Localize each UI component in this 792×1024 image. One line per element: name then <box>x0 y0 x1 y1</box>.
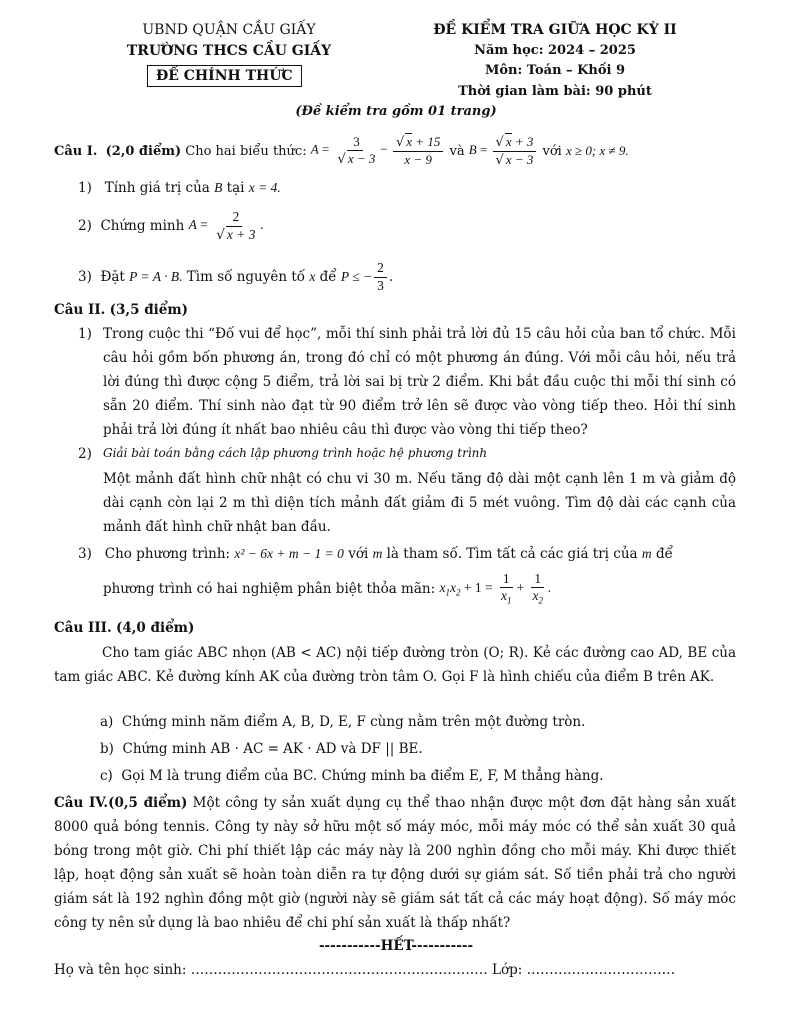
q1-part2-text: Chứng minh <box>100 218 185 234</box>
q2-part3-text4: để <box>655 546 673 562</box>
school-year: Năm học: 2024 – 2025 <box>474 43 636 58</box>
q2-part3-var2: m <box>641 546 652 561</box>
q1-part1-at: tại <box>226 180 245 196</box>
q2-part2-heading: Giải bài toán bằng cách lập phương trình hoặc hệ phương trình <box>103 446 488 460</box>
expr-A: A = $\frac{3}{√ x - 3}$ − $\frac{√ x + 15}{x - 9}$ <box>311 134 446 167</box>
q2-heading <box>54 302 188 318</box>
q3-part-a-number: a) <box>100 714 114 730</box>
q3-label: Câu III. <box>54 620 112 636</box>
q1-part3-fraction: $\frac{2}{3}$ <box>374 260 387 293</box>
q2-part3-line2 <box>103 567 551 611</box>
page-count-note: (Đề kiểm tra gồm 01 trang) <box>295 104 497 119</box>
q4-block <box>54 791 736 935</box>
q1-part3-number: 3) <box>78 269 92 285</box>
q3-part-b-number: b) <box>100 741 114 757</box>
q3-points: (4,0 điểm) <box>115 620 195 636</box>
q2-part3-condition: $x_1x_2 + 1$ = $\frac{1}{x_1}$ + $\frac{1}{x_2}$ . <box>439 571 552 607</box>
q1-part2-expr: A = $\frac{2}{√ x + 3}$ . <box>188 209 264 243</box>
q3-part-c-text: Gọi M là trung điểm của BC. Chứng minh ba điểm E, F, M thẳng hàng. <box>121 768 604 784</box>
exam-duration: Thời gian làm bài: 90 phút <box>458 84 652 99</box>
q1-part1-text: Tính giá trị của <box>104 180 210 196</box>
q2-part3-text2: với <box>348 546 369 562</box>
q1-part1-var: B <box>214 180 223 195</box>
q3-part-b-text: Chứng minh AB · AC = AK · AD và DF || BE. <box>122 741 423 757</box>
q1-part3-text2: Tìm số nguyên tố <box>186 269 306 285</box>
q1-points: (2,0 điểm) <box>105 143 182 159</box>
q2-part1-number: 1) <box>78 326 92 342</box>
official-exam-stamp: ĐỀ CHÍNH THỨC <box>147 65 302 87</box>
q2-part2-text: Một mảnh đất hình chữ nhật có chu vi 30 m. Nếu tăng độ dài một cạnh lên 1 m và giảm độ dài cạnh còn lại 2 m thì diện tích mảnh đất giảm đi 5 mét vuông. Tìm độ dài các cạnh của mảnh đất hình chữ nhật ban đầu. <box>103 471 736 535</box>
q2-part3-text1: Cho phương trình: <box>104 546 231 562</box>
expr-B: B = $\frac{√ x + 3}{√ x - 3}$ <box>469 134 539 168</box>
q1-part1-value: x = 4. <box>248 180 281 195</box>
q2-part3-text5: phương trình có hai nghiệm phân biệt thỏa mãn: <box>103 581 436 597</box>
q3-part-a-text: Chứng minh năm điểm A, B, D, E, F cùng nằm trên một đường tròn. <box>121 714 586 730</box>
end-mark: -----------HẾT----------- <box>318 938 474 954</box>
q2-points: (3,5 điểm) <box>109 302 189 318</box>
q2-part3-line1 <box>78 542 673 566</box>
q1-part3-var: x <box>309 269 316 284</box>
q3-part-a <box>100 714 585 730</box>
q2-part3-text3: là tham số. Tìm tất cả các giá trị của <box>386 546 638 562</box>
q2-part3-number: 3) <box>78 546 92 562</box>
q2-part3-equation: x² − 6x + m − 1 = 0 <box>234 546 344 561</box>
exam-title: ĐỀ KIỂM TRA GIỮA HỌC KỲ II <box>433 22 677 38</box>
q1-statement <box>54 131 629 171</box>
q4-label: Câu IV. <box>54 795 109 811</box>
q3-heading <box>54 620 194 636</box>
q1-label: Câu I. <box>54 143 98 159</box>
q1-part3-expr: P = A · B. <box>129 269 183 284</box>
district-name: UBND QUẬN CẦU GIẤY <box>142 22 316 38</box>
school-name: TRƯỜNG THCS CẦU GIẤY <box>126 43 332 59</box>
q2-label: Câu II. <box>54 302 106 318</box>
q1-intro: Cho hai biểu thức: <box>185 143 307 159</box>
q4-points: (0,5 điểm) <box>108 795 188 811</box>
q3-intro: Cho tam giác ABC nhọn (AB < AC) nội tiếp đường tròn (O; R). Kẻ các đường cao AD, BE của tam giác ABC. Kẻ đường kính AK của đường tròn tâm O. Gọi F là hình chiếu của điểm B trên AK. <box>54 645 736 685</box>
q3-part-c-number: c) <box>100 768 113 784</box>
q1-condition-word: với <box>542 143 562 159</box>
q1-part1-number: 1) <box>78 180 92 196</box>
q1-part3-text1: Đặt <box>100 269 125 285</box>
q1-part3-ineq: P ≤ − <box>340 269 373 284</box>
q2-part2-number: 2) <box>78 446 92 462</box>
q3-part-b <box>100 741 423 757</box>
q1-part3: 3) Đặt P = A · B. Tìm số nguyên tố x để P ≤ − $\frac{2}{3}$ . <box>78 260 394 293</box>
student-info-line: Họ và tên học sinh: ………………………………………………………… Lớp: …………………………… <box>54 962 676 978</box>
q1-part3-text3: để <box>319 269 337 285</box>
q2-part3-var: m <box>372 546 383 561</box>
q1-and: và <box>449 143 465 159</box>
q1-part2 <box>78 205 264 247</box>
q4-text: Một công ty sản xuất dụng cụ thể thao nhận được một đơn đặt hàng sản xuất 8000 quả bóng tennis. Công ty này sở hữu một số máy móc, mỗi máy móc có thể sản xuất 30 quả bóng trong một giờ. Chi phí thiết lập các máy này là 200 nghìn đồng cho mỗi máy. Khi được thiết lập, hoạt động sản xuất sẽ hoàn toàn diễn ra tự động dưới sự giám sát. Số tiền phải trả cho người giám sát là 192 nghìn đồng một giờ (người này sẽ giám sát tất cả các máy hoạt động). Số máy móc công ty nên sử dụng là bao nhiêu để chi phí sản xuất là thấp nhất? <box>54 795 736 931</box>
subject-grade: Môn: Toán – Khối 9 <box>484 63 626 78</box>
q1-part1 <box>78 180 281 196</box>
q2-part1-text: Trong cuộc thi “Đố vui để học”, mỗi thí sinh phải trả lời đủ 15 câu hỏi của ban tổ chức. Mỗi câu hỏi gồm bốn phương án, trong đó chỉ có một phương án đúng. Với mỗi câu hỏi, nếu trả lời đúng thì được cộng 5 điểm, trả lời sai bị trừ 2 điểm. Khi bắt đầu cuộc thi mỗi thí sinh có sẵn 20 điểm. Thí sinh nào đạt từ 90 điểm trở lên sẽ được vào vòng tiếp theo. Hỏi thí sinh phải trả lời đúng ít nhất bao nhiêu câu thì được vào vòng thi tiếp theo? <box>103 326 736 438</box>
q3-part-c <box>100 768 604 784</box>
q1-condition: x ≥ 0; x ≠ 9. <box>566 143 629 158</box>
q1-part2-number: 2) <box>78 218 92 234</box>
